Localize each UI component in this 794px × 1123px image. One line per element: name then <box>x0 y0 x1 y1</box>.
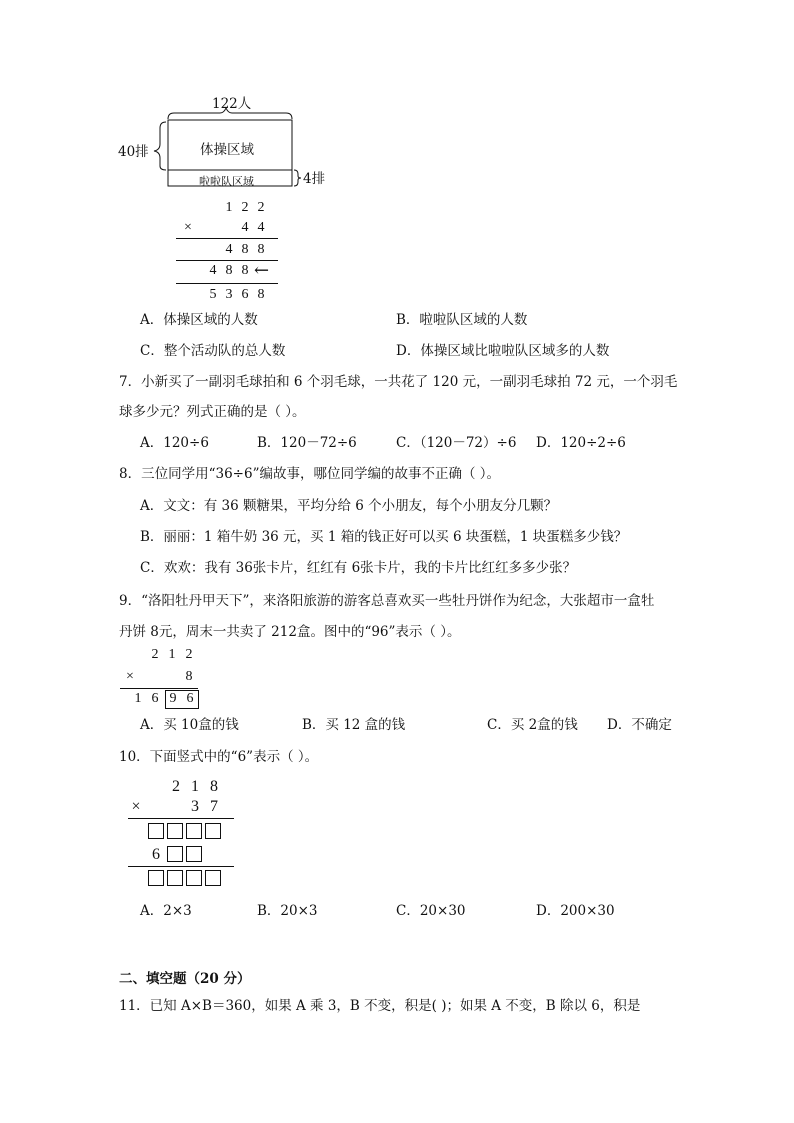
q6-d: 3 <box>225 287 233 302</box>
q11-stem-line1: 11．已知 A×B＝360，如果 A 乘 3，B 不变，积是( )；如果 A 不变，B 除以 6，积是 <box>119 998 641 1014</box>
diagram-top-label: 122人 <box>212 96 252 112</box>
q7-option-c[interactable]: C．（120－72）÷6 <box>396 435 517 451</box>
q7-stem-line2: 球多少元？列式正确的是（ ）。 <box>119 404 306 420</box>
q10-d: 1 <box>191 778 199 795</box>
q10-d: 7 <box>210 798 218 815</box>
q6-d: 4 <box>209 263 217 278</box>
q6-option-b[interactable]: B．啦啦队区域的人数 <box>396 312 528 328</box>
q6-d: 8 <box>257 242 265 257</box>
q9-rule <box>120 688 198 689</box>
section-title: 二、填空题（20 分） <box>119 971 251 987</box>
q9-d: 1 <box>134 691 142 706</box>
answer-box <box>205 870 221 886</box>
q10-option-d[interactable]: D．200×30 <box>536 903 615 919</box>
q8-option-b[interactable]: B．丽丽：1 箱牛奶 36 元，买 1 箱的钱正好可以买 6 块蛋糕，1 块蛋糕多少钱？ <box>140 529 628 545</box>
q6-d: 8 <box>257 287 265 302</box>
q10-option-b[interactable]: B．20×3 <box>257 903 318 919</box>
q8-stem: 8．三位同学用“36÷6”编故事，哪位同学编的故事不正确（ ）。 <box>119 466 501 482</box>
q6-rule <box>176 238 278 239</box>
q6-option-a[interactable]: A．体操区域的人数 <box>140 312 258 328</box>
q10-d: 3 <box>191 798 199 815</box>
answer-box <box>167 823 183 839</box>
q9-option-a[interactable]: A．买 10盒的钱 <box>140 717 239 733</box>
q10-rule <box>128 866 234 867</box>
q10-op: × <box>131 798 141 815</box>
region-cheer-label: 啦啦队区域 <box>199 175 254 188</box>
q9-op: × <box>126 669 134 684</box>
q9-option-b[interactable]: B．买 12 盒的钱 <box>302 717 406 733</box>
q10-option-c[interactable]: C．20×30 <box>396 903 466 919</box>
q9-stem-line2: 丹饼 8元，周末一共卖了 212盒。图中的“96”表示（ ）。 <box>119 624 461 640</box>
q10-rule <box>128 818 234 819</box>
q6-d: 4 <box>257 220 265 235</box>
answer-box <box>186 846 202 862</box>
q6-d: 6 <box>241 287 249 302</box>
arrow-left-icon: ← <box>254 260 270 281</box>
answer-box <box>186 870 202 886</box>
q8-option-c[interactable]: C．欢欢：我有 36张卡片，红红有 6张卡片，我的卡片比红红多多少张？ <box>140 560 577 576</box>
q6-option-c[interactable]: C．整个活动队的总人数 <box>140 343 286 359</box>
q6-d: 2 <box>241 200 249 215</box>
q9-d: 8 <box>185 669 193 684</box>
q7-option-d[interactable]: D．120÷2÷6 <box>536 435 626 451</box>
diagram-right-label: 4排 <box>303 171 326 187</box>
left-brace <box>154 122 166 170</box>
q6-op: × <box>184 220 192 235</box>
q10-six: 6 <box>152 846 160 863</box>
answer-box <box>148 870 164 886</box>
q10-d: 8 <box>210 778 218 795</box>
answer-box <box>205 823 221 839</box>
right-brace <box>294 170 301 186</box>
q6-d: 1 <box>225 200 233 215</box>
q6-d: 4 <box>241 220 249 235</box>
q7-stem-line1: 7．小新买了一副羽毛球拍和 6 个羽毛球，一共花了 120 元，一副羽毛球拍 72 元，一个羽毛 <box>119 374 678 390</box>
q6-rule <box>176 283 278 284</box>
q6-d: 8 <box>241 263 249 278</box>
answer-box <box>186 823 202 839</box>
q9-d: 2 <box>151 647 159 662</box>
q9-d: 6 <box>186 691 194 706</box>
q10-d: 2 <box>172 778 180 795</box>
q7-option-a[interactable]: A．120÷6 <box>140 435 209 451</box>
q10-option-a[interactable]: A．2×3 <box>140 903 192 919</box>
q7-option-b[interactable]: B．120－72÷6 <box>257 435 357 451</box>
q6-d: 8 <box>241 242 249 257</box>
q9-d: 1 <box>168 647 176 662</box>
answer-box <box>167 870 183 886</box>
diagram-left-label: 40排 <box>118 144 149 160</box>
top-brace <box>168 108 292 119</box>
q6-d: 4 <box>225 242 233 257</box>
q10-stem: 10．下面竖式中的“6”表示（ ）。 <box>119 749 319 765</box>
answer-box <box>167 846 183 862</box>
q6-d: 2 <box>257 200 265 215</box>
q9-d: 2 <box>185 647 193 662</box>
q8-option-a[interactable]: A．文文：有 36 颗糖果，平均分给 6 个小朋友，每个小朋友分几颗？ <box>140 498 558 514</box>
q9-option-c[interactable]: C．买 2盒的钱 <box>487 717 578 733</box>
q9-stem-line1: 9．“洛阳牡丹甲天下”，来洛阳旅游的游客总喜欢买一些牡丹饼作为纪念，大张超市一盒牡 <box>119 593 655 609</box>
answer-box <box>148 823 164 839</box>
q9-option-d[interactable]: D．不确定 <box>607 717 672 733</box>
q9-d: 6 <box>151 691 159 706</box>
q6-d: 8 <box>225 263 233 278</box>
q6-option-d[interactable]: D．体操区域比啦啦队区域多的人数 <box>396 343 610 359</box>
region-main-label: 体操区域 <box>200 142 254 158</box>
q9-d: 9 <box>169 691 177 706</box>
q6-d: 5 <box>209 287 217 302</box>
